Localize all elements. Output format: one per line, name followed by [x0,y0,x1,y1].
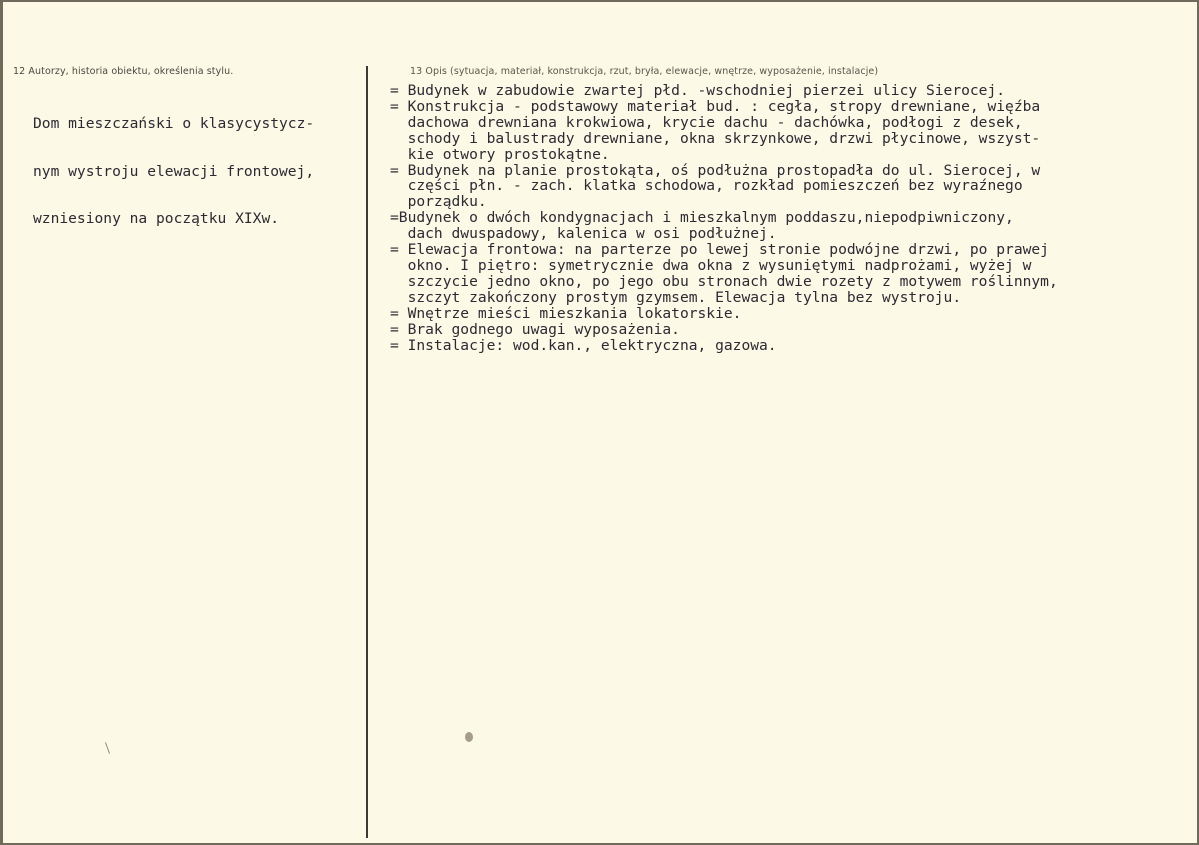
description-entry [390,306,1058,322]
text-line: = Brak godnego uwagi wyposażenia. [390,320,680,338]
description-text [390,83,1058,353]
description-entry [390,163,1058,211]
text-line: szczyt zakończony prostym gzymsem. Elewacja tylna bez wystroju. [390,288,962,306]
paper-scratch [105,742,110,754]
text-line: = Budynek na planie prostokąta, oś podłużna prostopadła do ul. Sierocej, w [390,161,1041,179]
text-line: dachowa drewniana krokwiowa, krycie dachu - dachówka, podłogi z desek, [390,113,1032,131]
description-entry [390,338,1058,354]
text-line: okno. I piętro: symetrycznie dwa okna z wysuniętymi nadprożami, wyżej w [390,256,1032,274]
text-line: porządku. [390,193,487,211]
description-entry [390,99,1058,163]
description-entry [390,210,1058,242]
text-line: nym wystroju elewacji frontowej, [33,162,315,180]
text-line: = Konstrukcja - podstawowy materiał bud. : cegła, stropy drewniane, więźba [390,97,1041,115]
text-line: wzniesiony na początku XIXw. [33,210,280,228]
text-line: = Instalacje: wod.kan., elektryczna, gazowa. [390,336,777,354]
authors-history-text [33,84,314,259]
ink-spot [465,732,473,742]
column-divider [366,66,368,838]
text-line: = Budynek w zabudowie zwartej płd. -wschodniej pierzei ulicy Sierocej. [390,82,1006,99]
description-entry [390,322,1058,338]
text-line: Dom mieszczański o klasycystycz- [33,114,315,132]
text-line: schody i balustrady drewniane, okna skrzynkowe, drzwi płycinowe, wszyst- [390,129,1041,147]
text-line: szczycie jedno okno, po jego obu stronach dwie rozety z motywem roślinnym, [390,272,1058,290]
text-line: części płn. - zach. klatka schodowa, rozkład pomieszczeń bez wyraźnego [390,177,1023,195]
text-line: = Elewacja frontowa: na parterze po lewej stronie podwójne drzwi, po prawej [390,241,1049,259]
description-entry [390,242,1058,306]
text-line: dach dwuspadowy, kalenica w osi podłużnej. [390,225,777,243]
section-header-authors: 12 Autorzy, historia obiektu, określenia stylu. [13,66,234,77]
text-line: kie otwory prostokątne. [390,145,610,163]
description-entry [390,83,1058,99]
text-line: = Wnętrze mieści mieszkania lokatorskie. [390,304,742,322]
section-header-description: 13 Opis (sytuacja, materiał, konstrukcja, rzut, bryła, elewacje, wnętrze, wyposażenie, instalacje) [410,66,879,77]
text-line: =Budynek o dwóch kondygnacjach i mieszkalnym poddaszu,niepodpiwniczony, [390,209,1014,227]
